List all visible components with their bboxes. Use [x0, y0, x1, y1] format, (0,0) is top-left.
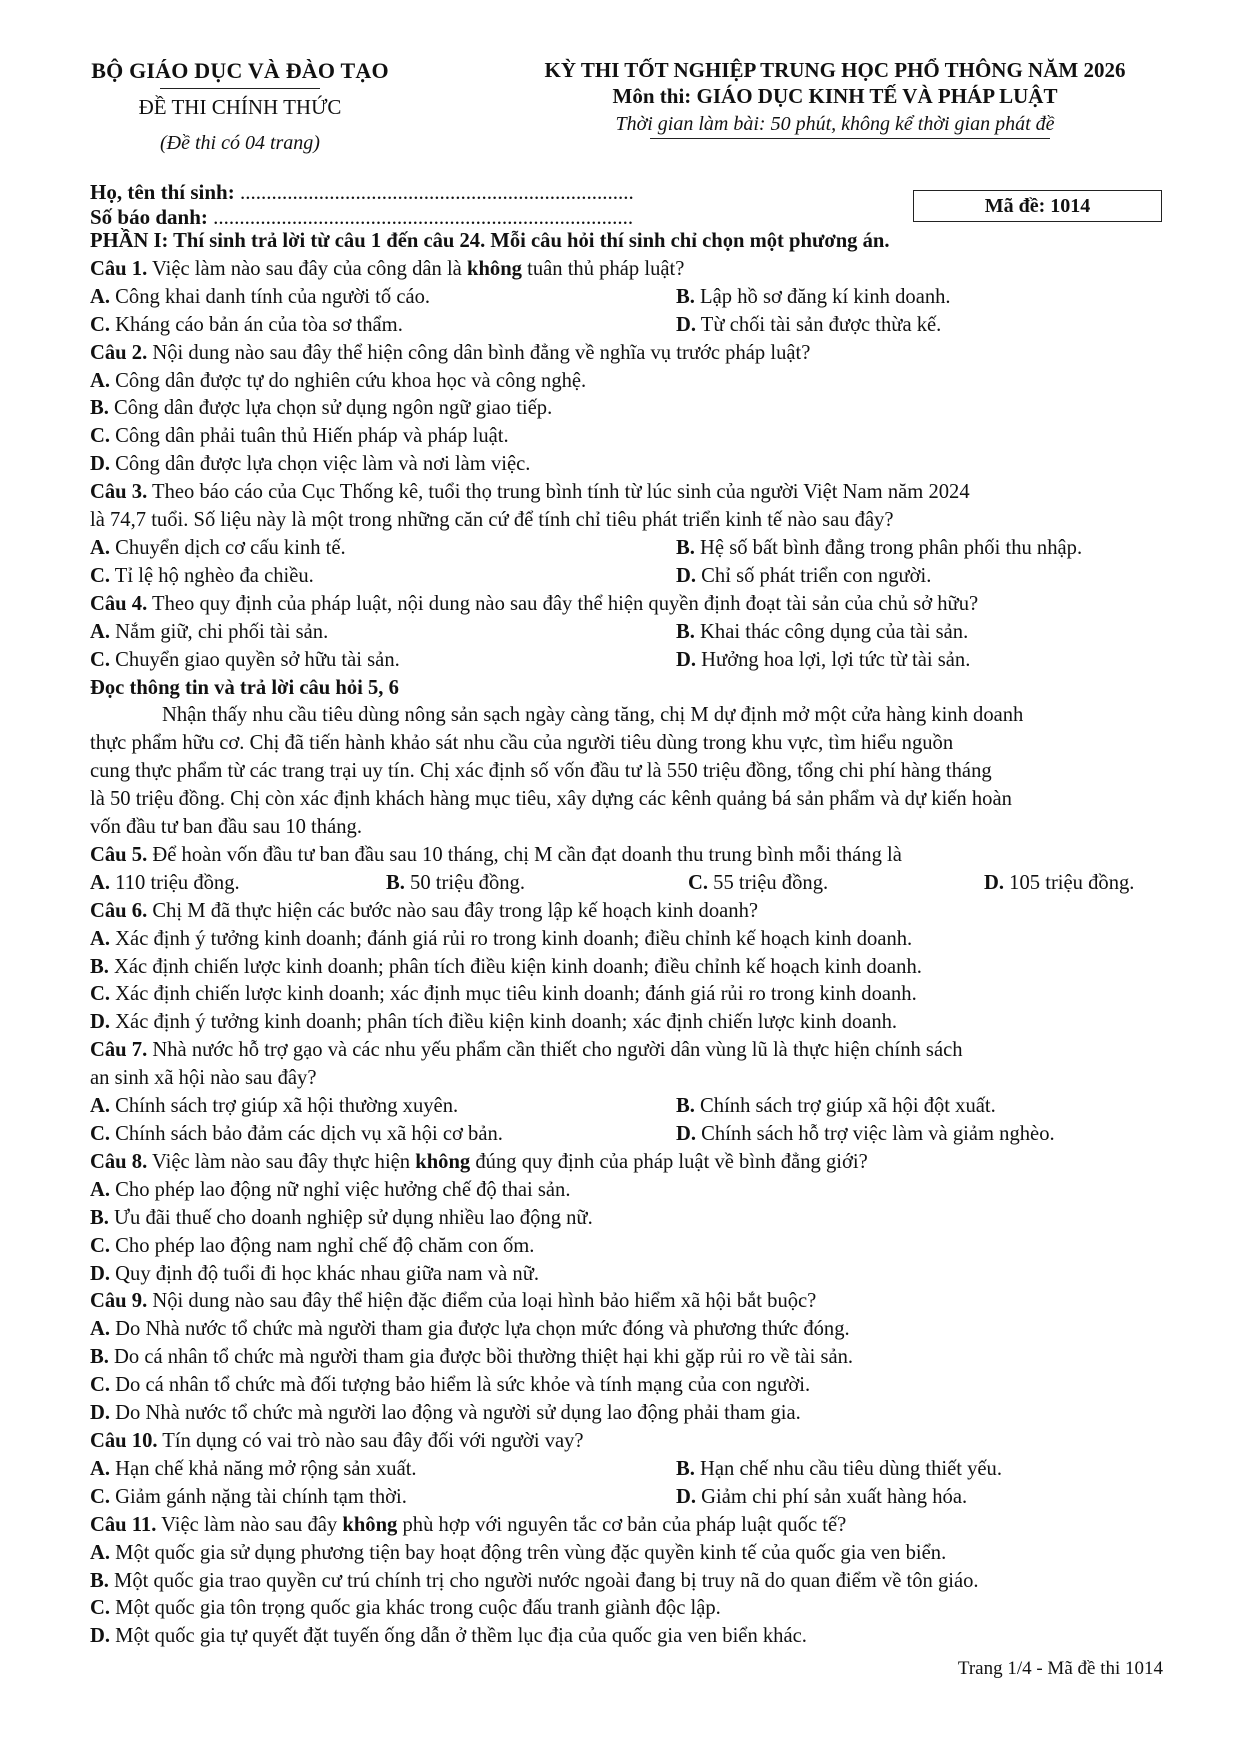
option-b[interactable]	[676, 284, 951, 312]
option-a[interactable]	[90, 368, 1170, 396]
option-c[interactable]	[90, 1484, 676, 1512]
passage-line: Nhận thấy nhu cầu tiêu dùng nông sản sạch ngày càng tăng, chị M dự định mở một cửa hàng kinh doanh	[162, 704, 1024, 727]
option-a[interactable]	[90, 284, 676, 312]
option-text: Chuyển dịch cơ cấu kinh tế.	[110, 536, 346, 559]
option-letter: A.	[90, 1178, 111, 1201]
option-text: Giảm gánh nặng tài chính tạm thời.	[110, 1485, 407, 1508]
option-b[interactable]	[676, 1456, 1002, 1484]
options-row	[90, 284, 1170, 312]
option-d[interactable]	[90, 451, 1170, 479]
question-10	[90, 1428, 1170, 1456]
option-text: Công dân được lựa chọn sử dụng ngôn ngữ giao tiếp.	[108, 397, 553, 420]
option-b[interactable]	[90, 395, 1170, 423]
option-d[interactable]	[676, 1121, 1055, 1149]
exam-code-box: Mã đề: 1014	[913, 190, 1162, 222]
option-letter: B.	[676, 285, 695, 308]
candidate-id-line	[90, 205, 634, 230]
option-letter: C.	[90, 1485, 111, 1508]
option-c[interactable]	[90, 647, 676, 675]
option-b[interactable]	[386, 870, 688, 898]
option-text: Công dân được tự do nghiên cứu khoa học và công nghệ.	[110, 369, 587, 392]
option-text: Do cá nhân tổ chức mà đối tượng bảo hiểm là sức khỏe và tính mạng của con người.	[110, 1374, 811, 1397]
passage-line: cung thực phẩm từ các trang trại uy tín. Chị xác định số vốn đầu tư là 550 triệu đồng, tổng chi phí hàng tháng	[90, 760, 992, 783]
option-letter: C.	[90, 1234, 111, 1257]
question-1	[90, 256, 1170, 284]
option-letter: D.	[90, 1625, 111, 1648]
option-a[interactable]	[90, 619, 676, 647]
option-letter: B.	[676, 620, 695, 643]
option-text: 55 triệu đồng.	[708, 871, 829, 894]
question-label: Câu 1.	[90, 257, 148, 280]
question-label: Câu 11.	[90, 1513, 157, 1536]
question-text: Để hoàn vốn đầu tư ban đầu sau 10 tháng, chị M cần đạt doanh thu trung bình mỗi tháng là	[147, 843, 902, 866]
option-c[interactable]	[90, 981, 1170, 1009]
option-b[interactable]	[90, 954, 1170, 982]
option-d[interactable]	[90, 1261, 1170, 1289]
question-4	[90, 591, 1170, 619]
option-letter: D.	[90, 1262, 111, 1285]
option-letter: B.	[90, 955, 109, 978]
option-letter: C.	[90, 425, 111, 448]
option-text: Xác định ý tưởng kinh doanh; đánh giá rủi ro trong kinh doanh; điều chỉnh kế hoạch kinh doanh.	[110, 927, 913, 950]
exam-content	[90, 228, 1170, 1651]
question-11	[90, 1512, 1170, 1540]
option-b[interactable]	[676, 535, 1082, 563]
option-letter: B.	[90, 1206, 109, 1229]
option-a[interactable]	[90, 1540, 1170, 1568]
question-text: phù hợp với nguyên tắc cơ bản của pháp luật quốc tế?	[397, 1513, 847, 1536]
header-right	[490, 58, 1180, 139]
option-text: Nắm giữ, chi phối tài sản.	[110, 620, 329, 643]
option-text: Một quốc gia tôn trọng quốc gia khác trong cuộc đấu tranh giành độc lập.	[110, 1597, 721, 1620]
option-text: Chuyển giao quyền sở hữu tài sản.	[110, 648, 400, 671]
option-c[interactable]	[90, 563, 676, 591]
question-text: Việc làm nào sau đây thực hiện	[147, 1150, 416, 1173]
question-text: Tín dụng có vai trò nào sau đây đối với người vay?	[157, 1429, 584, 1452]
option-text: Giảm chi phí sản xuất hàng hóa.	[696, 1485, 968, 1508]
option-c[interactable]	[688, 870, 984, 898]
question-emphasis: không	[415, 1150, 471, 1173]
option-letter: A.	[90, 1541, 111, 1564]
question-label: Câu 5.	[90, 843, 148, 866]
option-a[interactable]	[90, 1093, 676, 1121]
option-text: Công dân được lựa chọn việc làm và nơi làm việc.	[110, 453, 531, 476]
question-emphasis: không	[466, 257, 522, 280]
option-d[interactable]	[90, 1400, 1170, 1428]
question-label: Câu 9.	[90, 1290, 148, 1313]
option-letter: D.	[676, 648, 697, 671]
passage-line: thực phẩm hữu cơ. Chị đã tiến hành khảo sát nhu cầu của người tiêu dùng trong khu vực, tìm hiểu nguồn	[90, 732, 954, 755]
option-letter: D.	[676, 564, 697, 587]
subject-title: Môn thi: GIÁO DỤC KINH TẾ VÀ PHÁP LUẬT	[612, 84, 1058, 108]
header-left-rule	[160, 88, 320, 89]
option-letter: A.	[90, 927, 111, 950]
option-text: Công khai danh tính của người tố cáo.	[110, 285, 431, 308]
option-b[interactable]	[676, 1093, 996, 1121]
exam-title: KỲ THI TỐT NGHIỆP TRUNG HỌC PHỔ THÔNG NĂM 2026	[544, 58, 1126, 82]
header-left	[90, 58, 390, 155]
option-text: Do Nhà nước tổ chức mà người tham gia được lựa chọn mức đóng và phương thức đóng.	[110, 1318, 850, 1341]
option-text: Xác định chiến lược kinh doanh; phân tích điều kiện kinh doanh; điều chỉnh kế hoạch kinh doanh.	[108, 955, 922, 978]
options-row	[90, 1093, 1170, 1121]
option-d[interactable]	[676, 647, 970, 675]
option-text: Quy định độ tuổi đi học khác nhau giữa nam và nữ.	[110, 1262, 540, 1285]
question-text: Theo báo cáo của Cục Thống kê, tuổi thọ trung bình tính từ lúc sinh của người Việt Nam năm 2024	[147, 481, 970, 504]
option-letter: A.	[90, 536, 111, 559]
ministry-name: BỘ GIÁO DỤC VÀ ĐÀO TẠO	[91, 58, 389, 83]
reading-heading: Đọc thông tin và trả lời câu hỏi 5, 6	[90, 676, 399, 699]
options-row	[90, 1121, 1170, 1149]
candidate-name-line	[90, 180, 634, 205]
options-row	[90, 1484, 1170, 1512]
option-letter: A.	[90, 1457, 111, 1480]
option-text: 110 triệu đồng.	[110, 871, 240, 894]
option-d[interactable]	[676, 563, 931, 591]
option-text: 50 triệu đồng.	[404, 871, 526, 894]
option-text: Chính sách trợ giúp xã hội thường xuyên.	[110, 1095, 459, 1118]
option-text: Cho phép lao động nam nghỉ chế độ chăm con ốm.	[110, 1234, 535, 1257]
option-d[interactable]	[676, 1484, 967, 1512]
question-3-continued: là 74,7 tuổi. Số liệu này là một trong những căn cứ để tính chỉ tiêu phát triển kinh tế nào sau đây?	[90, 509, 894, 532]
question-6	[90, 898, 1170, 926]
option-letter: A.	[90, 285, 111, 308]
question-label: Câu 7.	[90, 1039, 148, 1062]
option-text: Từ chối tài sản được thừa kế.	[696, 313, 942, 336]
header-right-rule	[650, 138, 1050, 139]
option-a[interactable]	[90, 926, 1170, 954]
option-letter: D.	[676, 313, 697, 336]
option-text: Chính sách bảo đảm các dịch vụ xã hội cơ bản.	[110, 1123, 503, 1145]
option-text: Do Nhà nước tổ chức mà người lao động và người sử dụng lao động phải tham gia.	[110, 1402, 801, 1425]
option-letter: C.	[90, 1374, 111, 1397]
passage-line: vốn đầu tư ban đầu sau 10 tháng.	[90, 816, 362, 839]
option-letter: A.	[90, 871, 111, 894]
question-text: Việc làm nào sau đây của công dân là	[147, 257, 467, 280]
option-text: Kháng cáo bản án của tòa sơ thẩm.	[110, 313, 403, 336]
options-row	[90, 870, 1170, 898]
option-letter: D.	[90, 1011, 111, 1034]
question-text: Nội dung nào sau đây thể hiện công dân bình đẳng về nghĩa vụ trước pháp luật?	[147, 341, 811, 364]
candidate-name-label: Họ, tên thí sinh:	[90, 180, 235, 204]
option-d[interactable]	[90, 1623, 1170, 1651]
option-letter: D.	[90, 453, 111, 476]
candidate-name-field[interactable]: ...........................................................................	[234, 180, 634, 204]
question-2	[90, 340, 1170, 368]
option-letter: D.	[984, 871, 1005, 894]
option-text: Hưởng hoa lợi, lợi tức từ tài sản.	[696, 648, 971, 671]
option-text: Hệ số bất bình đẳng trong phân phối thu nhập.	[694, 536, 1083, 559]
option-b[interactable]	[676, 619, 968, 647]
options-row	[90, 312, 1170, 340]
option-b[interactable]	[90, 1568, 1170, 1596]
option-c[interactable]	[90, 1121, 676, 1149]
question-9	[90, 1288, 1170, 1316]
option-letter: D.	[676, 1123, 697, 1145]
question-label: Câu 4.	[90, 592, 148, 615]
option-d[interactable]	[676, 312, 941, 340]
option-letter: C.	[90, 1123, 111, 1145]
option-text: Một quốc gia sử dụng phương tiện bay hoạt động trên vùng đặc quyền kinh tế của quốc gia ven biển.	[110, 1541, 947, 1564]
option-c[interactable]	[90, 1372, 1170, 1400]
candidate-id-field[interactable]: ................................................................................	[207, 205, 634, 229]
question-8	[90, 1149, 1170, 1177]
option-letter: D.	[676, 1485, 697, 1508]
option-letter: C.	[90, 983, 111, 1006]
question-label: Câu 8.	[90, 1150, 148, 1173]
option-text: Do cá nhân tổ chức mà người tham gia được bồi thường thiệt hại khi gặp rủi ro về tài sản.	[108, 1346, 854, 1369]
question-text: Nội dung nào sau đây thể hiện đặc điểm của loại hình bảo hiểm xã hội bắt buộc?	[147, 1290, 817, 1313]
option-d[interactable]	[984, 870, 1134, 898]
passage-line: là 50 triệu đồng. Chị còn xác định khách hàng mục tiêu, xây dựng các kênh quảng bá sản phẩm và dự kiến hoàn	[90, 788, 1012, 811]
option-text: Khai thác công dụng của tài sản.	[694, 620, 969, 643]
option-letter: C.	[688, 871, 709, 894]
option-c[interactable]	[90, 1233, 1170, 1261]
options-row	[90, 563, 1170, 591]
question-label: Câu 6.	[90, 899, 148, 922]
option-letter: A.	[90, 369, 111, 392]
option-letter: B.	[90, 1569, 109, 1592]
question-7	[90, 1037, 1170, 1065]
official-label: ĐỀ THI CHÍNH THỨC	[138, 95, 342, 119]
time-note: Thời gian làm bài: 50 phút, không kể thời gian phát đề	[615, 113, 1055, 135]
option-letter: A.	[90, 620, 111, 643]
option-a[interactable]	[90, 1177, 1170, 1205]
option-text: 105 triệu đồng.	[1004, 871, 1135, 894]
page-footer: Trang 1/4 - Mã đề thi 1014	[957, 1658, 1163, 1679]
question-text: Nhà nước hỗ trợ gạo và các nhu yếu phẩm cần thiết cho người dân vùng lũ là thực hiện chính sách	[147, 1039, 963, 1062]
option-letter: C.	[90, 564, 111, 587]
question-text: tuân thủ pháp luật?	[521, 257, 685, 280]
option-a[interactable]	[90, 1316, 1170, 1344]
option-letter: B.	[676, 1095, 695, 1118]
option-letter: C.	[90, 1597, 111, 1620]
option-text: Xác định chiến lược kinh doanh; xác định mục tiêu kinh doanh; đánh giá rủi ro trong kinh doanh.	[110, 983, 917, 1006]
option-text: Một quốc gia trao quyền cư trú chính trị cho người nước ngoài đang bị truy nã do quan điểm về tôn giáo.	[108, 1569, 979, 1592]
question-7-continued: an sinh xã hội nào sau đây?	[90, 1067, 317, 1090]
option-text: Tỉ lệ hộ nghèo đa chiều.	[110, 564, 314, 587]
option-text: Một quốc gia tự quyết đặt tuyến ống dẫn ở thềm lục địa của quốc gia ven biển khác.	[110, 1625, 807, 1648]
option-letter: C.	[90, 313, 111, 336]
part1-heading: PHẦN I: Thí sinh trả lời từ câu 1 đến câu 24. Mỗi câu hỏi thí sinh chỉ chọn một phương án.	[90, 230, 890, 252]
question-emphasis: không	[342, 1513, 398, 1536]
option-b[interactable]	[90, 1205, 1170, 1233]
question-label: Câu 2.	[90, 341, 148, 364]
option-a[interactable]	[90, 535, 676, 563]
option-c[interactable]	[90, 1595, 1170, 1623]
candidate-id-label: Số báo danh:	[90, 205, 208, 229]
option-letter: B.	[386, 871, 405, 894]
option-d[interactable]	[90, 1009, 1170, 1037]
question-text: đúng quy định của pháp luật về bình đẳng giới?	[470, 1150, 868, 1173]
option-text: Ưu đãi thuế cho doanh nghiệp sử dụng nhiều lao động nữ.	[108, 1206, 593, 1229]
option-c[interactable]	[90, 423, 1170, 451]
option-text: Lập hồ sơ đăng kí kinh doanh.	[694, 285, 951, 308]
option-letter: B.	[676, 536, 695, 559]
option-text: Xác định ý tưởng kinh doanh; phân tích điều kiện kinh doanh; xác định chiến lược kinh doanh.	[110, 1011, 898, 1034]
option-text: Chính sách trợ giúp xã hội đột xuất.	[694, 1095, 996, 1118]
question-label: Câu 3.	[90, 481, 148, 504]
question-text: Chị M đã thực hiện các bước nào sau đây trong lập kế hoạch kinh doanh?	[147, 899, 759, 922]
question-label: Câu 10.	[90, 1429, 158, 1452]
option-letter: A.	[90, 1095, 111, 1118]
option-letter: A.	[90, 1318, 111, 1341]
option-b[interactable]	[90, 1344, 1170, 1372]
option-letter: C.	[90, 648, 111, 671]
question-3	[90, 479, 1170, 507]
option-letter: B.	[676, 1457, 695, 1480]
options-row	[90, 647, 1170, 675]
option-letter: B.	[90, 397, 109, 420]
question-text: Việc làm nào sau đây	[156, 1513, 343, 1536]
option-text: Hạn chế khả năng mở rộng sản xuất.	[110, 1457, 417, 1480]
option-text: Chính sách hỗ trợ việc làm và giảm nghèo.	[696, 1123, 1055, 1145]
option-text: Hạn chế nhu cầu tiêu dùng thiết yếu.	[694, 1457, 1002, 1480]
options-row	[90, 1456, 1170, 1484]
option-a[interactable]	[90, 1456, 676, 1484]
option-letter: D.	[90, 1402, 111, 1425]
question-5	[90, 842, 1170, 870]
options-row	[90, 535, 1170, 563]
option-letter: B.	[90, 1346, 109, 1369]
options-row	[90, 619, 1170, 647]
option-a[interactable]	[90, 870, 386, 898]
option-text: Cho phép lao động nữ nghỉ việc hưởng chế độ thai sản.	[110, 1178, 571, 1201]
pages-note: (Đề thi có 04 trang)	[160, 132, 320, 154]
option-text: Công dân phải tuân thủ Hiến pháp và pháp luật.	[110, 425, 509, 448]
candidate-info	[90, 180, 634, 230]
question-text: Theo quy định của pháp luật, nội dung nào sau đây thể hiện quyền định đoạt tài sản của chủ sở hữu?	[147, 592, 979, 615]
option-text: Chỉ số phát triển con người.	[696, 564, 932, 587]
option-c[interactable]	[90, 312, 676, 340]
